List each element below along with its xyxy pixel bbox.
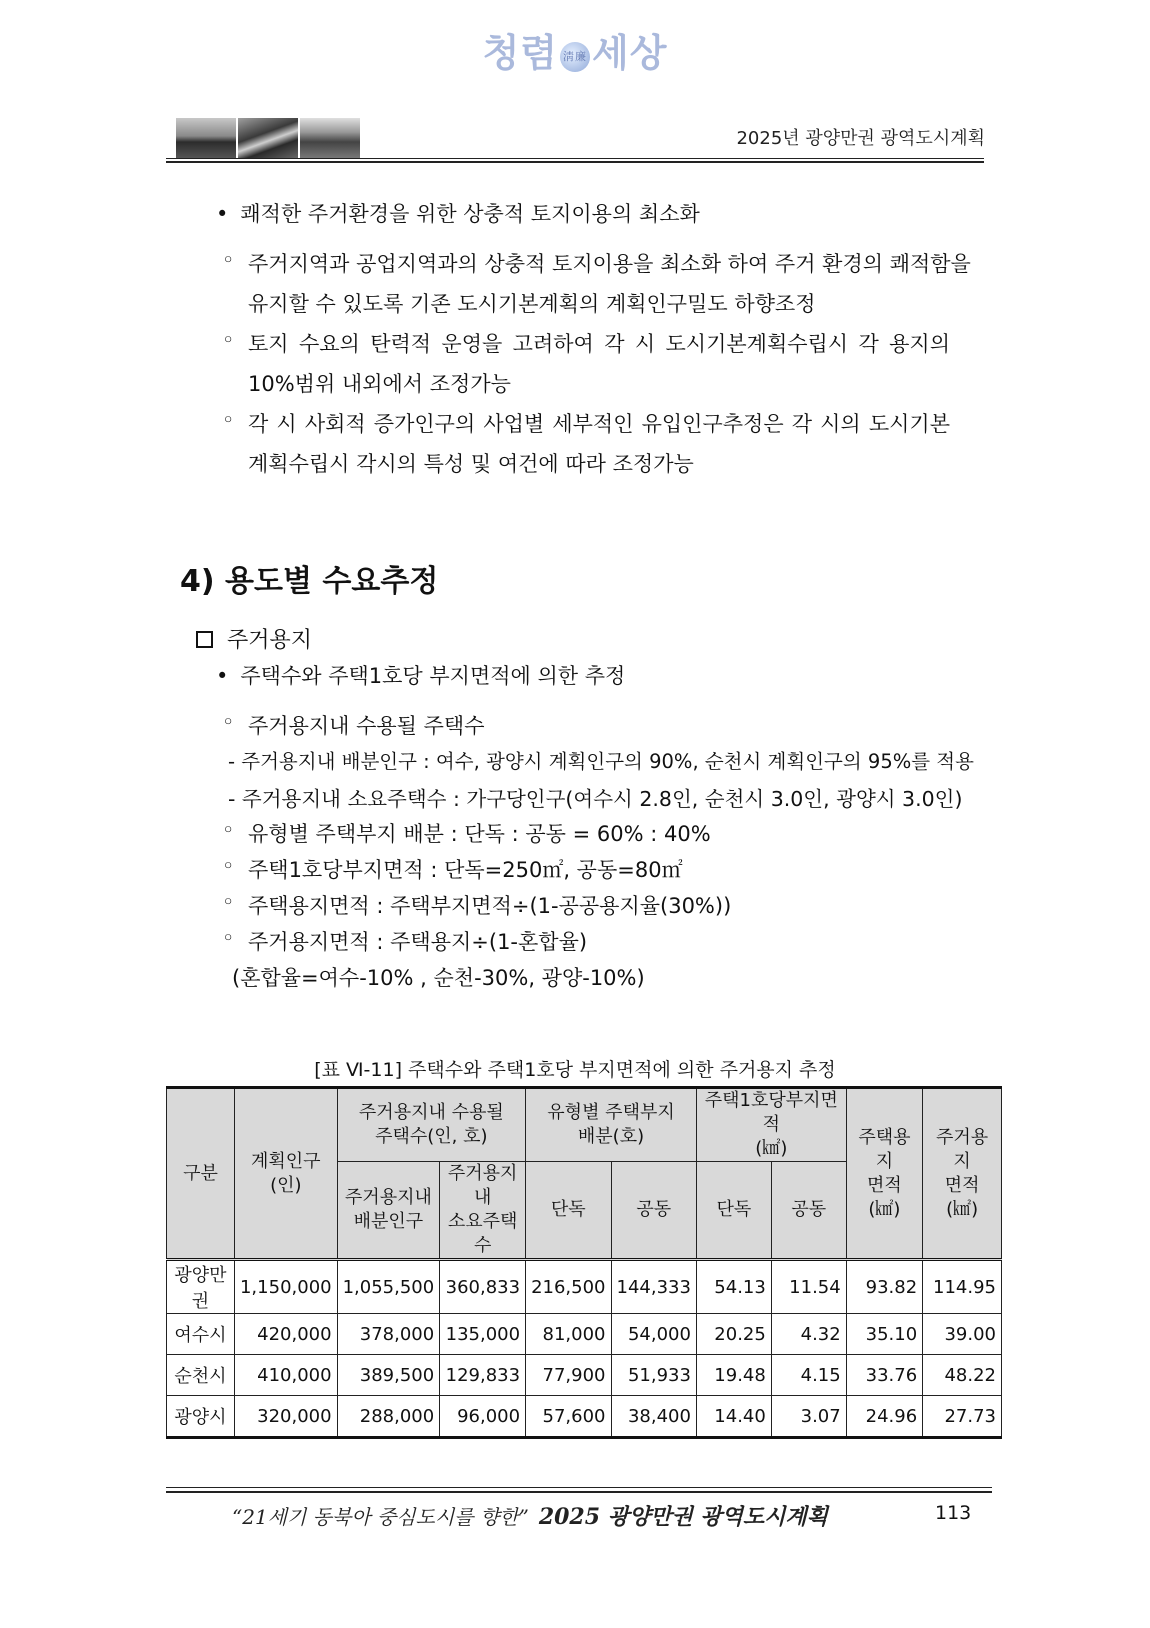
table-cell: 38,400 bbox=[611, 1396, 696, 1438]
bullet-text: 주택수와 주택1호당 부지면적에 의한 추정 bbox=[240, 664, 626, 688]
circle-bullet-icon: ◦ bbox=[222, 328, 235, 352]
header-type-allocation: 유형별 주택부지 배분(호) bbox=[526, 1088, 697, 1162]
table-cell: 378,000 bbox=[337, 1314, 440, 1355]
header-divider bbox=[166, 158, 984, 159]
table-row bbox=[167, 1260, 1002, 1314]
table-cell: 27.73 bbox=[923, 1396, 1002, 1438]
table-row-label: 여수시 bbox=[167, 1314, 235, 1355]
paragraph-line: 유지할 수 있도록 기존 도시기본계획의 계획인구밀도 하향조정 bbox=[248, 292, 816, 316]
circle-bullet-icon: ◦ bbox=[222, 890, 235, 914]
header-required-houses: 주거용지내 소요주택수 bbox=[440, 1162, 526, 1260]
bullet-dot-icon: • bbox=[216, 664, 229, 688]
header-allocated-population: 주거용지내 배분인구 bbox=[337, 1162, 440, 1260]
method-item: 유형별 주택부지 배분 : 단독 : 공동 = 60% : 40% bbox=[248, 822, 711, 846]
table-cell: 288,000 bbox=[337, 1396, 440, 1438]
table-cell: 54.13 bbox=[696, 1260, 771, 1314]
subsection-label: 주거용지 bbox=[227, 628, 313, 653]
table-caption: [표 Ⅵ-11] 주택수와 주택1호당 부지면적에 의한 주거용지 추정 bbox=[314, 1059, 836, 1081]
table-cell: 144,333 bbox=[611, 1260, 696, 1314]
table-cell: 51,933 bbox=[611, 1355, 696, 1396]
footer-slogan-text: “21세기 동북아 중심도시를 향한” bbox=[232, 1505, 529, 1529]
bullet-dot-icon: • bbox=[216, 202, 229, 226]
footer-divider-thick bbox=[166, 1491, 992, 1493]
paragraph-line: 계획수립시 각시의 특성 및 여건에 따라 조정가능 bbox=[248, 452, 694, 476]
header-gubun: 구분 bbox=[167, 1088, 235, 1260]
method-detail: - 주거용지내 소요주택수 : 가구당인구(여수시 2.8인, 순천시 3.0인, 광양시 3.0인) bbox=[228, 787, 963, 811]
paragraph-line: 주거지역과 공업지역과의 상충적 토지이용을 최소화 하여 주거 환경의 쾌적함을 bbox=[248, 252, 971, 276]
table-cell: 24.96 bbox=[846, 1396, 922, 1438]
paragraph-line: 10%범위 내외에서 조정가능 bbox=[248, 372, 511, 396]
table-cell: 96,000 bbox=[440, 1396, 526, 1438]
circle-bullet-icon: ◦ bbox=[222, 408, 235, 432]
table-row-label: 광양만권 bbox=[167, 1260, 235, 1314]
table-cell: 129,833 bbox=[440, 1355, 526, 1396]
logo-text-left: 청렴 bbox=[482, 30, 558, 75]
housing-estimate-table bbox=[166, 1086, 1002, 1439]
footer-divider bbox=[166, 1487, 992, 1488]
header-photo-river bbox=[238, 118, 298, 158]
table-cell: 57,600 bbox=[526, 1396, 611, 1438]
page-number: 113 bbox=[935, 1502, 972, 1524]
table-cell: 389,500 bbox=[337, 1355, 440, 1396]
bullet-item bbox=[216, 198, 700, 228]
paragraph-line: 토지 수요의 탄력적 운영을 고려하여 각 시 도시기본계획수립시 각 용지의 bbox=[248, 332, 950, 356]
circle-bullet-icon: ◦ bbox=[222, 818, 235, 842]
method-item: 주택용지면적 : 주택부지면적÷(1-공공용지율(30%)) bbox=[248, 894, 732, 918]
section-title: 4) 용도별 수요추정 bbox=[180, 564, 439, 599]
subsection-title bbox=[196, 623, 312, 654]
logo-text-right: 세상 bbox=[592, 30, 668, 75]
table-cell: 4.15 bbox=[771, 1355, 846, 1396]
table-row bbox=[167, 1396, 1002, 1438]
header-photo-bridge bbox=[300, 118, 360, 158]
header-lot-single: 단독 bbox=[696, 1162, 771, 1260]
table-cell: 19.48 bbox=[696, 1355, 771, 1396]
table-cell: 20.25 bbox=[696, 1314, 771, 1355]
table-cell: 35.10 bbox=[846, 1314, 922, 1355]
header-lot-multi: 공동 bbox=[771, 1162, 846, 1260]
table-row bbox=[167, 1355, 1002, 1396]
table-cell: 1,150,000 bbox=[234, 1260, 337, 1314]
checkbox-square-icon bbox=[196, 631, 213, 648]
table-cell: 410,000 bbox=[234, 1355, 337, 1396]
table-cell: 1,055,500 bbox=[337, 1260, 440, 1314]
table-row-label: 순천시 bbox=[167, 1355, 235, 1396]
table-cell: 420,000 bbox=[234, 1314, 337, 1355]
bullet-item bbox=[216, 660, 625, 690]
footer-title: 2025 광양만권 광역도시계획 bbox=[538, 1504, 828, 1530]
table-cell: 93.82 bbox=[846, 1260, 922, 1314]
header-photo-strip bbox=[176, 118, 360, 158]
method-note: (혼합율=여수-10% , 순천-30%, 광양-10%) bbox=[232, 966, 645, 990]
header-multi-houses: 공동 bbox=[611, 1162, 696, 1260]
paragraph-line: 각 시 사회적 증가인구의 사업별 세부적인 유입인구추정은 각 시의 도시기본 bbox=[248, 412, 950, 436]
bullet-text: 쾌적한 주거환경을 위한 상충적 토지이용의 최소화 bbox=[240, 202, 700, 226]
table-cell: 320,000 bbox=[234, 1396, 337, 1438]
header-photo-landscape bbox=[176, 118, 236, 158]
method-item: 주거용지면적 : 주택용지÷(1-혼합율) bbox=[248, 930, 588, 954]
table-cell: 33.76 bbox=[846, 1355, 922, 1396]
method-item: 주택1호당부지면적 : 단독=250㎡, 공동=80㎡ bbox=[248, 858, 683, 882]
header-houses: 주거용지내 수용될 주택수(인, 호) bbox=[337, 1088, 525, 1162]
table-cell: 81,000 bbox=[526, 1314, 611, 1355]
circle-bullet-icon: ◦ bbox=[222, 248, 235, 272]
table-cell: 360,833 bbox=[440, 1260, 526, 1314]
circle-bullet-icon: ◦ bbox=[222, 710, 235, 734]
circle-bullet-icon: ◦ bbox=[222, 854, 235, 878]
table-cell: 39.00 bbox=[923, 1314, 1002, 1355]
table-cell: 114.95 bbox=[923, 1260, 1002, 1314]
header-single-houses: 단독 bbox=[526, 1162, 611, 1260]
logo-emblem-icon: 淸廉 bbox=[560, 42, 590, 72]
table-cell: 77,900 bbox=[526, 1355, 611, 1396]
table-cell: 216,500 bbox=[526, 1260, 611, 1314]
table-cell: 11.54 bbox=[771, 1260, 846, 1314]
logo bbox=[0, 22, 1150, 77]
table-row bbox=[167, 1314, 1002, 1355]
table-cell: 14.40 bbox=[696, 1396, 771, 1438]
table-cell: 48.22 bbox=[923, 1355, 1002, 1396]
header-housing-area: 주택용지 면적 (㎢) bbox=[846, 1088, 922, 1260]
table-row-label: 광양시 bbox=[167, 1396, 235, 1438]
footer-slogan bbox=[232, 1500, 828, 1531]
header-lot-area: 주택1호당부지면적 (㎢) bbox=[696, 1088, 846, 1162]
table-cell: 3.07 bbox=[771, 1396, 846, 1438]
method-detail: - 주거용지내 배분인구 : 여수, 광양시 계획인구의 90%, 순천시 계획인구의 95%를 적용 bbox=[228, 750, 974, 773]
circle-bullet-icon: ◦ bbox=[222, 926, 235, 950]
table-cell: 4.32 bbox=[771, 1314, 846, 1355]
method-item: 주거용지내 수용될 주택수 bbox=[248, 714, 485, 738]
header-title: 2025년 광양만권 광역도시계획 bbox=[736, 128, 985, 149]
header-divider-thick bbox=[166, 161, 984, 163]
header-residential-area: 주거용지 면적 (㎢) bbox=[923, 1088, 1002, 1260]
header-plan-population: 계획인구 (인) bbox=[234, 1088, 337, 1260]
table-cell: 135,000 bbox=[440, 1314, 526, 1355]
table-cell: 54,000 bbox=[611, 1314, 696, 1355]
